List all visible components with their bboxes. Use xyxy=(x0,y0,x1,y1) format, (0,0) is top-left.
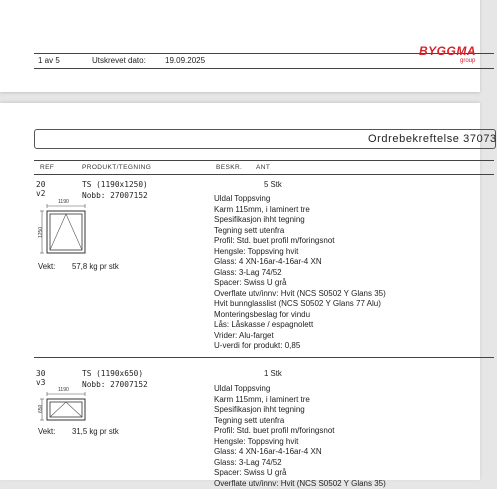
spec-line: Uldal Toppsving xyxy=(214,194,386,205)
item-specs xyxy=(214,194,386,352)
window-drawing-2 xyxy=(36,389,96,429)
printed-date-value: 19.09.2025 xyxy=(165,56,205,65)
document-title: Ordrebekreftelse 37073 xyxy=(368,133,497,145)
item-specs xyxy=(214,384,386,489)
item-product: TS (1190x1250) xyxy=(82,180,148,189)
spec-line: Spacer: Swiss U grå xyxy=(214,468,386,479)
document-page-2 xyxy=(0,103,480,480)
item-product: TS (1190x650) xyxy=(82,369,143,378)
item-quantity: 1 Stk xyxy=(264,369,282,378)
spec-line: Glass: 4 XN-16ar-4-16ar-4 XN xyxy=(214,447,386,458)
column-header-rule-top xyxy=(34,160,494,161)
document-page-1 xyxy=(0,0,480,92)
item-ref: 20 xyxy=(36,180,45,189)
spec-line: Lås: Låskasse / espagnolett xyxy=(214,320,386,331)
title-box xyxy=(34,129,496,149)
spec-line: Vrider: Alu-farget xyxy=(214,331,386,342)
col-ref: REF xyxy=(40,164,54,171)
spec-line: Hvit bunnglasslist (NCS S0502 Y Glans 77 Alu) xyxy=(214,299,386,310)
height-dimension-label: 650 xyxy=(38,405,44,413)
spec-line: Glass: 3-Lag 74/52 xyxy=(214,458,386,469)
item-separator xyxy=(34,357,494,358)
weight-value: 31,5 kg pr stk xyxy=(72,427,119,436)
spec-line: Karm 115mm, i laminert tre xyxy=(214,205,386,216)
spec-line: Hengsle: Toppsving hvit xyxy=(214,437,386,448)
spec-line: Spacer: Swiss U grå xyxy=(214,278,386,289)
spec-line: Overflate utv/innv: Hvit (NCS S0502 Y Glans 35) xyxy=(214,289,386,300)
spec-line: Glass: 4 XN-16ar-4-16ar-4 XN xyxy=(214,257,386,268)
width-dimension-label: 1190 xyxy=(58,387,69,393)
header-rule-bottom xyxy=(34,68,494,69)
col-description: BESKR. xyxy=(216,164,242,171)
weight-label: Vekt: xyxy=(38,427,55,436)
spec-line: Tegning sett utenfra xyxy=(214,416,386,427)
spec-line: Tegning sett utenfra xyxy=(214,226,386,237)
byggma-logo-sub: group xyxy=(460,58,475,64)
item-version: v2 xyxy=(36,189,45,198)
spec-line: Glass: 3-Lag 74/52 xyxy=(214,268,386,279)
spec-line: Overflate utv/innv: Hvit (NCS S0502 Y Glans 35) xyxy=(214,479,386,489)
item-quantity: 5 Stk xyxy=(264,180,282,189)
window-drawing-1 xyxy=(36,201,96,261)
spec-line: Spesifikasjon ihht tegning xyxy=(214,215,386,226)
spec-line: Profil: Std. buet profil m/foringsnot xyxy=(214,426,386,437)
weight-label: Vekt: xyxy=(38,262,55,271)
width-dimension-label: 1190 xyxy=(58,199,69,205)
spec-line: Uldal Toppsving xyxy=(214,384,386,395)
weight-value: 57,8 kg pr stk xyxy=(72,262,119,271)
spec-line: Karm 115mm, i laminert tre xyxy=(214,395,386,406)
byggma-logo: BYGGMA xyxy=(419,44,476,58)
item-nobb: Nobb: 27007152 xyxy=(82,380,148,389)
column-header-rule-bottom xyxy=(34,174,494,175)
spec-line: Hengsle: Toppsving hvit xyxy=(214,247,386,258)
height-dimension-label: 1250 xyxy=(38,227,44,238)
spec-line: Profil: Std. buet profil m/foringsnot xyxy=(214,236,386,247)
col-quantity: ANT xyxy=(256,164,270,171)
page-number: 1 av 5 xyxy=(38,56,60,65)
item-version: v3 xyxy=(36,378,45,387)
printed-date-label: Utskrevet dato: xyxy=(92,56,146,65)
spec-line: Monteringsbeslag for vindu xyxy=(214,310,386,321)
item-nobb: Nobb: 27007152 xyxy=(82,191,148,200)
spec-line: Spesifikasjon ihht tegning xyxy=(214,405,386,416)
spec-line: U-verdi for produkt: 0,85 xyxy=(214,341,386,352)
col-product: PRODUKT/TEGNING xyxy=(82,164,151,171)
item-ref: 30 xyxy=(36,369,45,378)
